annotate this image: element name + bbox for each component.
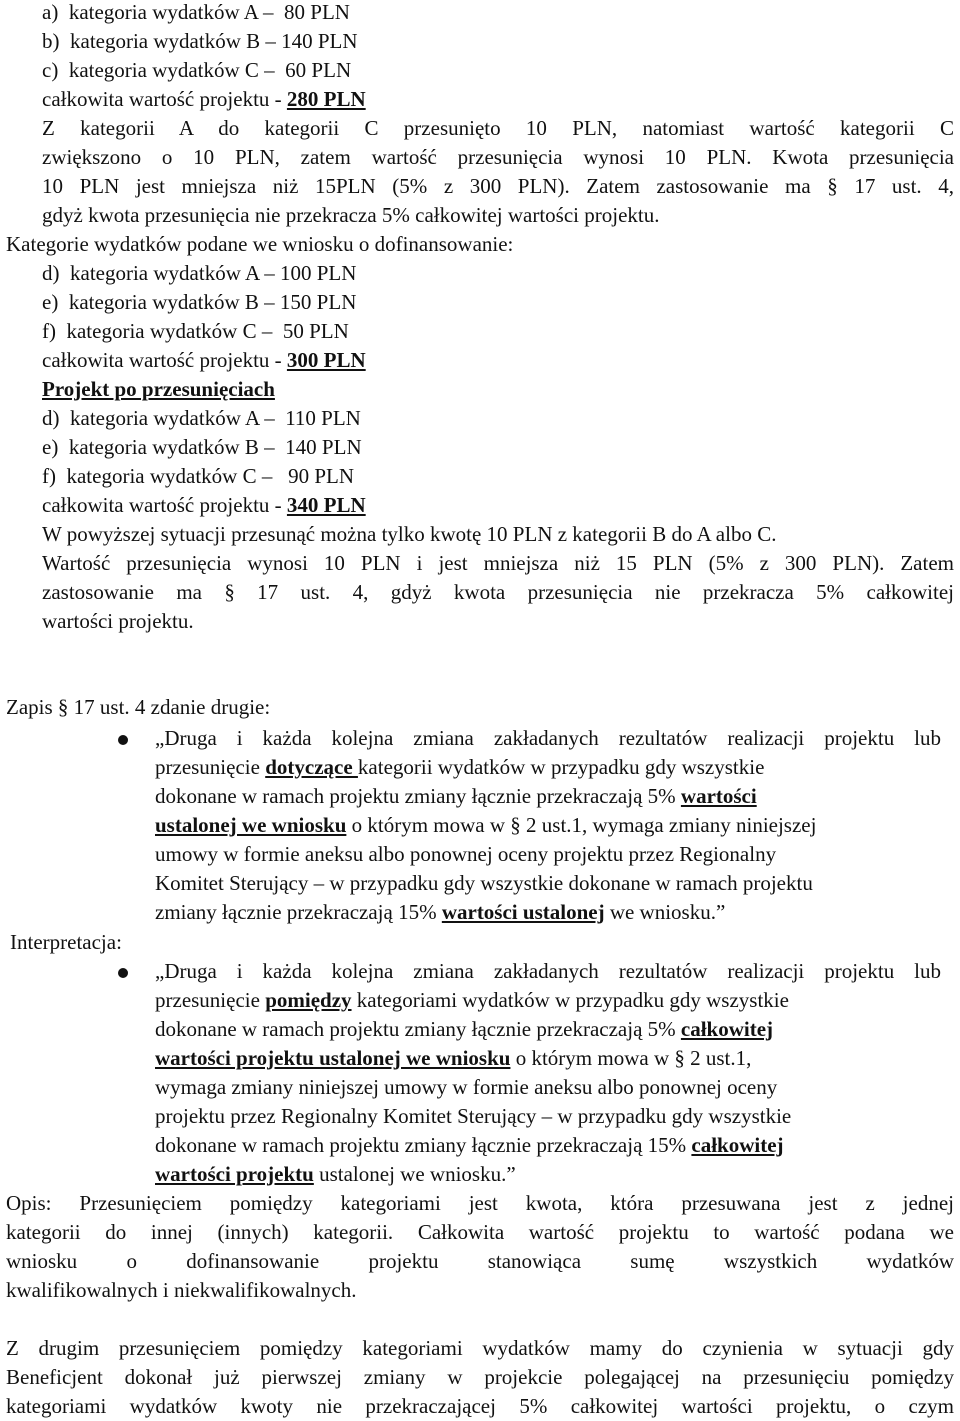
quote-line [155, 898, 725, 927]
paragraph-line: wartości projektu. [42, 609, 194, 633]
paragraph-line: gdyż kwota przesunięcia nie przekracza 5% całkowitej wartości projektu. [42, 203, 660, 227]
quote-emphasis: pomiędzy [265, 988, 352, 1012]
section-heading: Projekt po przesunięciach [42, 377, 275, 401]
quote-text: dokonane w ramach projektu zmiany łącznie przekraczają 5% [155, 784, 681, 808]
total-value: 340 PLN [286, 493, 366, 517]
quote-line: „Druga i każda kolejna zmiana zakładanych rezultatów realizacji projektu lub [155, 959, 941, 983]
bullet-icon [118, 735, 128, 745]
list-item-d2: d) kategoria wydatków A – 110 PLN [42, 406, 361, 430]
quote-emphasis: dotyczące [265, 755, 358, 779]
list-item-d: d) kategoria wydatków A – 100 PLN [42, 261, 357, 285]
total-value: 300 PLN [286, 348, 366, 372]
list-item-b: b) kategoria wydatków B – 140 PLN [42, 29, 358, 53]
quote-line: Komitet Sterujący – w przypadku gdy wszystkie dokonane w ramach projektu [155, 871, 813, 895]
quote-line [155, 1015, 773, 1044]
opis-line: wniosku o dofinansowanie projektu stanowiąca sumę wszystkich wydatków [6, 1249, 954, 1273]
quote-line [155, 1160, 516, 1189]
quote-line [155, 753, 764, 782]
categories-intro: Kategorie wydatków podane we wniosku o dofinansowanie: [6, 232, 514, 256]
quote-line: wymaga zmiany niniejszej umowy w formie aneksu albo ponownej oceny [155, 1075, 778, 1099]
list-item-f: f) kategoria wydatków C – 50 PLN [42, 319, 349, 343]
quote-text: we wniosku.” [604, 900, 726, 924]
quote-text: o którym mowa w § 2 ust.1, wymaga zmiany niniejszej [346, 813, 817, 837]
quote-line [155, 1131, 784, 1160]
quote-line [155, 782, 757, 811]
quote-text: ustalonej we wniosku.” [313, 1162, 516, 1186]
quote-emphasis: wartości projektu [155, 1162, 314, 1186]
paragraph-line: zwiększono o 10 PLN, zatem wartość przesunięcia wynosi 10 PLN. Kwota przesunięcia [42, 145, 954, 169]
total-label: całkowita wartość projektu - [42, 348, 287, 372]
quote-text: dokonane w ramach projektu zmiany łącznie przekraczają 5% [155, 1017, 681, 1041]
quote-text: kategoriami wydatków w przypadku gdy wszystkie [351, 988, 789, 1012]
list-item-c: c) kategoria wydatków C – 60 PLN [42, 58, 352, 82]
paragraph-line: Wartość przesunięcia wynosi 10 PLN i jest mniejsza niż 15 PLN (5% z 300 PLN). Zatem [42, 551, 954, 575]
list-item-e2: e) kategoria wydatków B – 140 PLN [42, 435, 362, 459]
final-line: Z drugim przesunięciem pomiędzy kategoriami wydatków mamy do czynienia w sytuacji gdy [6, 1336, 954, 1360]
total-line-3 [42, 491, 366, 520]
opis-line: kategorii do innej (innych) kategorii. Całkowita wartość projektu to wartość podana we [6, 1220, 954, 1244]
opis-line: kwalifikowalnych i niekwalifikowalnych. [6, 1278, 357, 1302]
quote-line: „Druga i każda kolejna zmiana zakładanych rezultatów realizacji projektu lub [155, 726, 941, 750]
list-item-f2: f) kategoria wydatków C – 90 PLN [42, 464, 355, 488]
paragraph-line: Z kategorii A do kategorii C przesunięto 10 PLN, natomiast wartość kategorii C [42, 116, 954, 140]
quote-emphasis: całkowitej [691, 1133, 784, 1157]
quote-text: o którym mowa w § 2 ust.1, [510, 1046, 752, 1070]
quote-text: dokonane w ramach projektu zmiany łącznie przekraczają 15% [155, 1133, 692, 1157]
final-line: Beneficjent dokonał już pierwszej zmiany w projekcie polegającej na przesunięciu pomiędzy [6, 1365, 954, 1389]
quote-text: przesunięcie [155, 755, 266, 779]
paragraph-line: W powyższej sytuacji przesunąć można tylko kwotę 10 PLN z kategorii B do A albo C. [42, 522, 777, 546]
list-item-e: e) kategoria wydatków B – 150 PLN [42, 290, 357, 314]
final-line: kategoriami wydatków kwoty nie przekraczającej 5% całkowitej wartości projektu, o czym [6, 1394, 954, 1418]
opis-line: Opis: Przesunięciem pomiędzy kategoriami jest kwota, która przesuwana jest z jednej [6, 1191, 954, 1215]
quote-emphasis: ustalonej we wniosku [155, 813, 347, 837]
bullet-icon [118, 968, 128, 978]
quote-emphasis: wartości projektu ustalonej we wniosku [155, 1046, 511, 1070]
zapis-heading: Zapis § 17 ust. 4 zdanie drugie: [6, 695, 271, 719]
quote-emphasis: wartości ustalonej [441, 900, 605, 924]
quote-text: zmiany łącznie przekraczają 15% [155, 900, 442, 924]
quote-text: przesunięcie [155, 988, 266, 1012]
list-item-a: a) kategoria wydatków A – 80 PLN [42, 0, 350, 24]
interpretacja-label: Interpretacja: [10, 930, 122, 954]
quote-line: projektu przez Regionalny Komitet Sterujący – w przypadku gdy wszystkie [155, 1104, 792, 1128]
total-line-1 [42, 85, 366, 114]
paragraph-line: zastosowanie ma § 17 ust. 4, gdyż kwota przesunięcia nie przekracza 5% całkowitej [42, 580, 954, 604]
quote-text: kategorii wydatków w przypadku gdy wszystkie [357, 755, 765, 779]
total-line-2 [42, 346, 366, 375]
total-label: całkowita wartość projektu - [42, 493, 287, 517]
quote-emphasis: całkowitej [680, 1017, 774, 1041]
paragraph-line: 10 PLN jest mniejsza niż 15PLN (5% z 300 PLN). Zatem zastosowanie ma § 17 ust. 4, [42, 174, 954, 198]
quote-emphasis: wartości [680, 784, 757, 808]
quote-line [155, 986, 789, 1015]
total-value: 280 PLN [286, 87, 366, 111]
total-label: całkowita wartość projektu - [42, 87, 287, 111]
quote-line: umowy w formie aneksu albo ponownej oceny projektu przez Regionalny [155, 842, 777, 866]
quote-line [155, 811, 816, 840]
quote-line [155, 1044, 751, 1073]
